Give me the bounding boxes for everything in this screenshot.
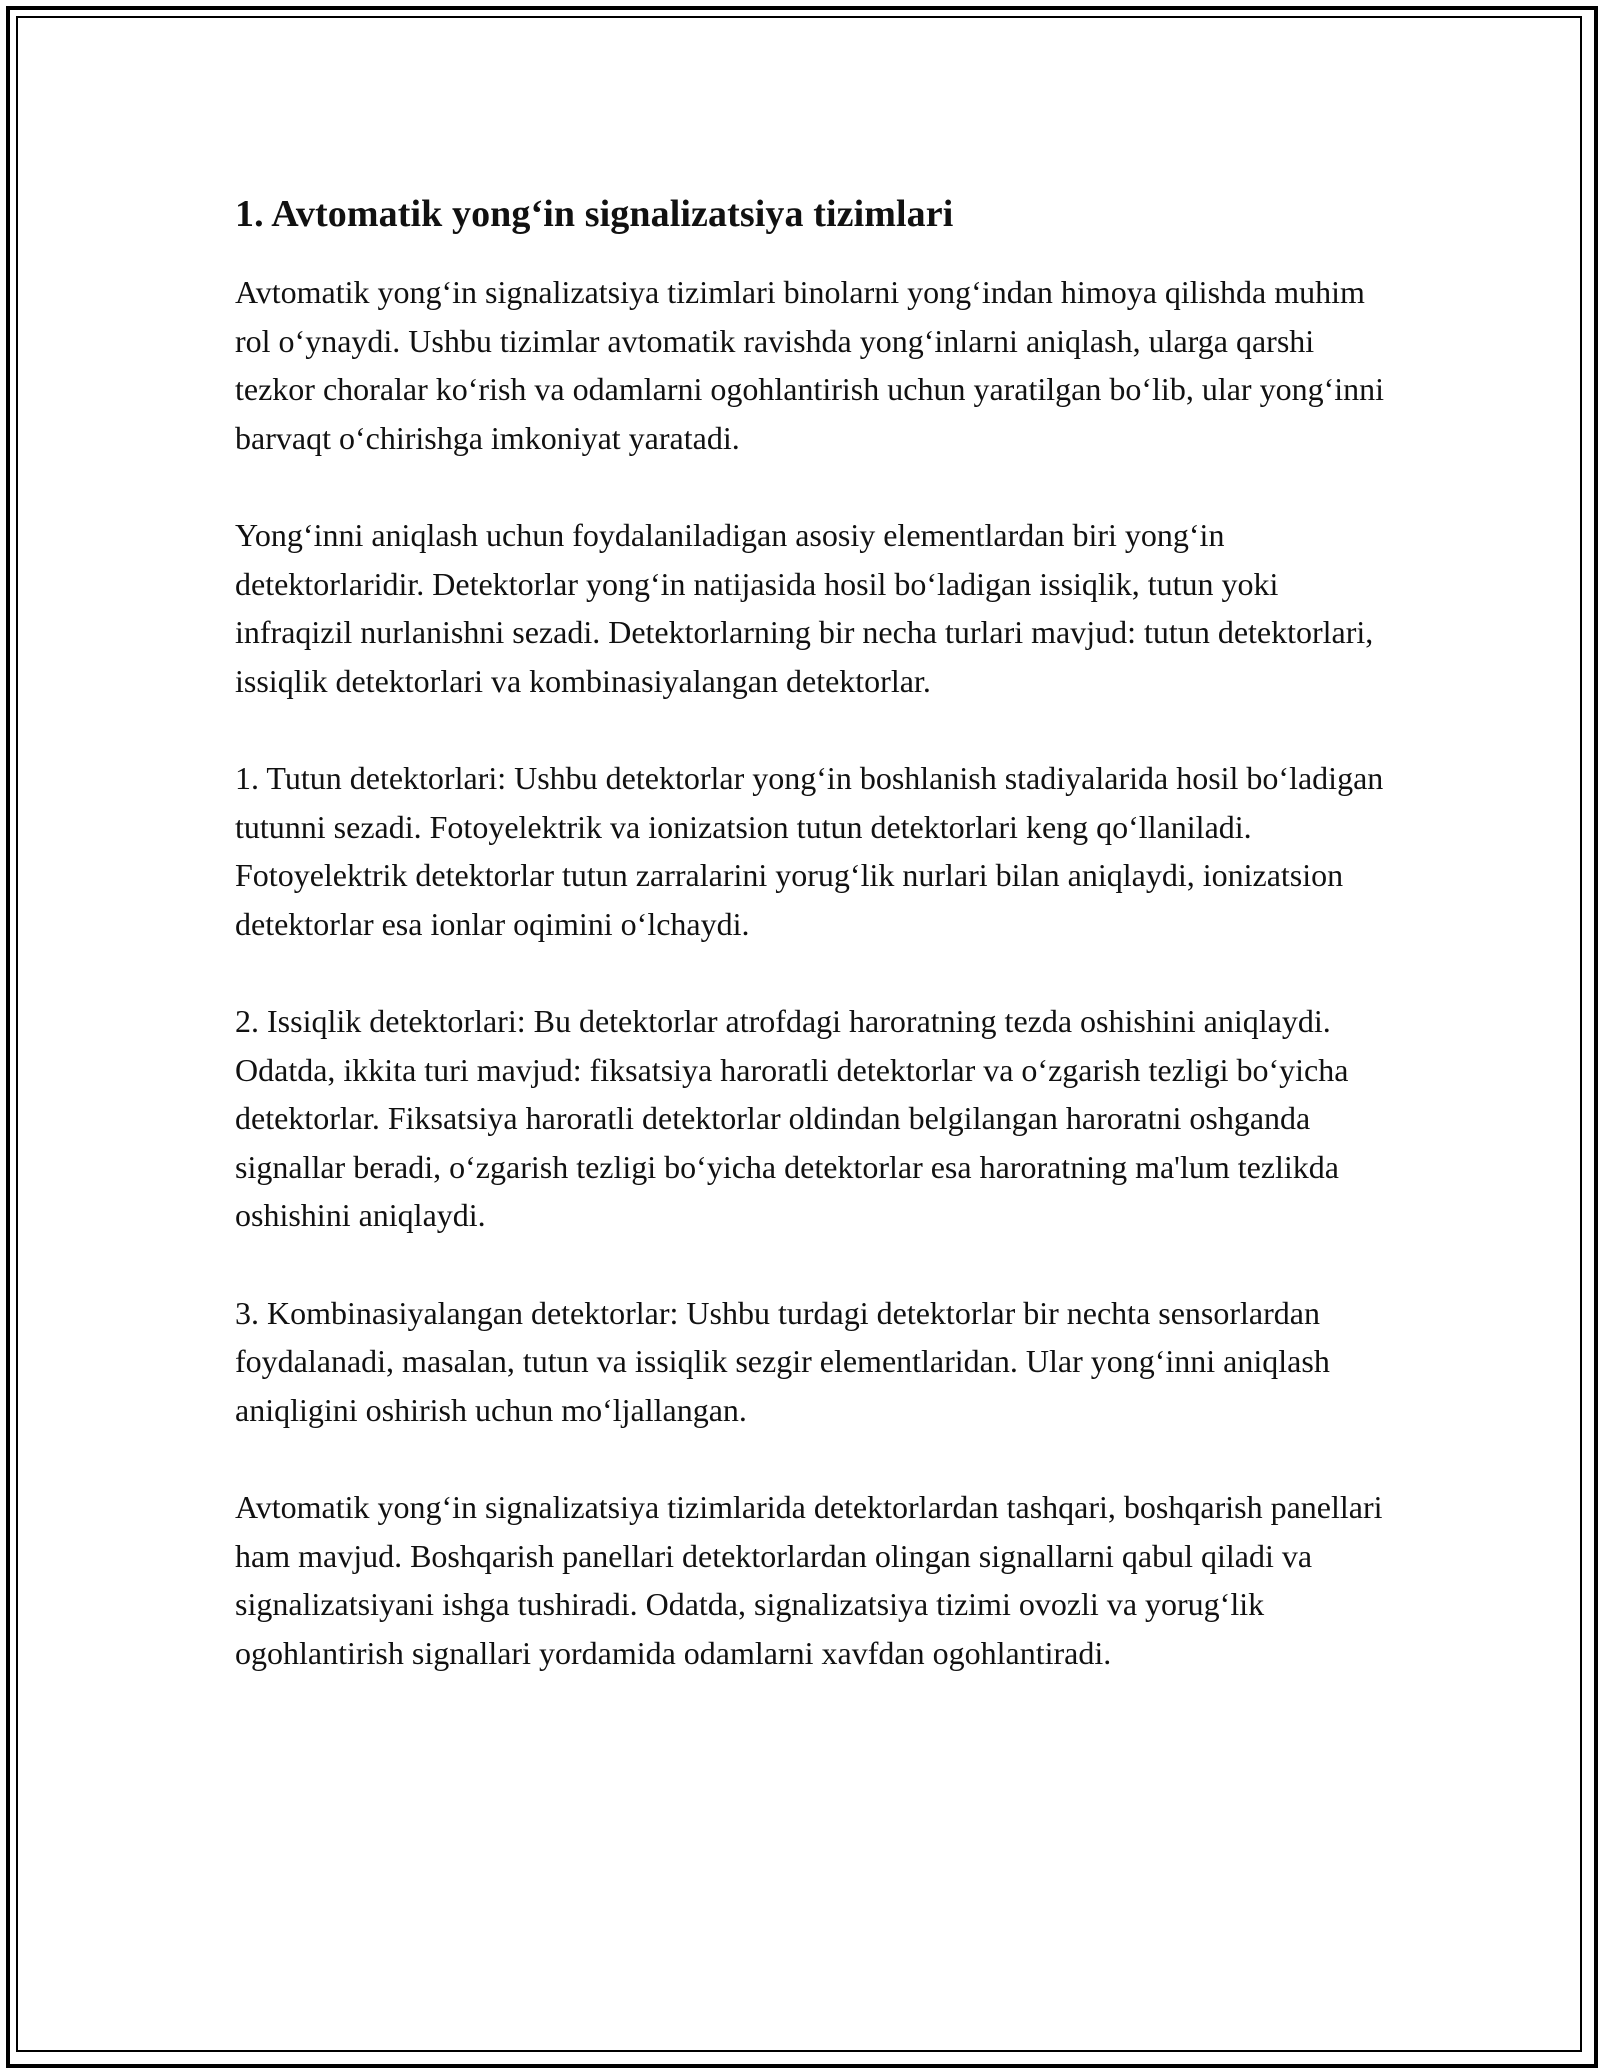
paragraph-smoke-detectors: 1. Tutun detektorlari: Ushbu detektorlar yong‘in boshlanish stadiyalarida hosil bo‘ladigan tutunni sezadi. Fotoyelektrik va ionizatsion tutun detektorlari keng qo‘llaniladi. Fotoyelektrik detektorlar tutun zarralarini yorug‘lik nurlari bilan aniqlaydi, ionizatsion detektorlar esa ionlar oqimini o‘lchaydi. — [235, 760, 1384, 942]
paragraph-intro: Avtomatik yong‘in signalizatsiya tizimlari binolarni yong‘indan himoya qilishda muhim rol o‘ynaydi. Ushbu tizimlar avtomatik ravishda yong‘inlarni aniqlash, ularga qarshi tezkor choralar ko‘rish va odamlarni ogohlantirish uchun yaratilgan bo‘lib, ular yong‘inni barvaqt o‘chirishga imkoniyat yaratadi. — [235, 274, 1384, 456]
section-heading: 1. Avtomatik yong‘in signalizatsiya tizimlari — [235, 193, 954, 235]
paragraph-combined-detectors: 3. Kombinasiyalangan detektorlar: Ushbu turdagi detektorlar bir nechta sensorlardan foydalanadi, masalan, tutun va issiqlik sezgir elementlaridan. Ular yong‘inni aniqlash aniqligini oshirish uchun mo‘ljallangan. — [235, 1294, 1330, 1428]
document-body — [235, 184, 1385, 1726]
paragraph-control-panels: Avtomatik yong‘in signalizatsiya tizimlarida detektorlardan tashqari, boshqarish panellari ham mavjud. Boshqarish panellari detektorlardan olingan signallarni qabul qiladi va signalizatsiyani ishga tushiradi. Odatda, signalizatsiya tizimi ovozli va yorug‘lik ogohlantirish signallari yordamida odamlarni xavfdan ogohlantiradi. — [235, 1489, 1383, 1671]
paragraph-detectors: Yong‘inni aniqlash uchun foydalaniladigan asosiy elementlardan biri yong‘in detektorlaridir. Detektorlar yong‘in natijasida hosil bo‘ladigan issiqlik, tutun yoki infraqizil nurlanishni sezadi. Detektorlarning bir necha turlari mavjud: tutun detektorlari, issiqlik detektorlari va kombinasiyalangan detektorlar. — [235, 517, 1374, 699]
paragraph-heat-detectors: 2. Issiqlik detektorlari: Bu detektorlar atrofdagi haroratning tezda oshishini aniqlaydi. Odatda, ikkita turi mavjud: fiksatsiya haroratli detektorlar va o‘zgarish tezligi bo‘yicha detektorlar. Fiksatsiya haroratli detektorlar oldindan belgilangan haroratni oshganda signallar beradi, o‘zgarish tezligi bo‘yicha detektorlar esa haroratning ma'lum tezlikda oshishini aniqlaydi. — [235, 1003, 1349, 1233]
